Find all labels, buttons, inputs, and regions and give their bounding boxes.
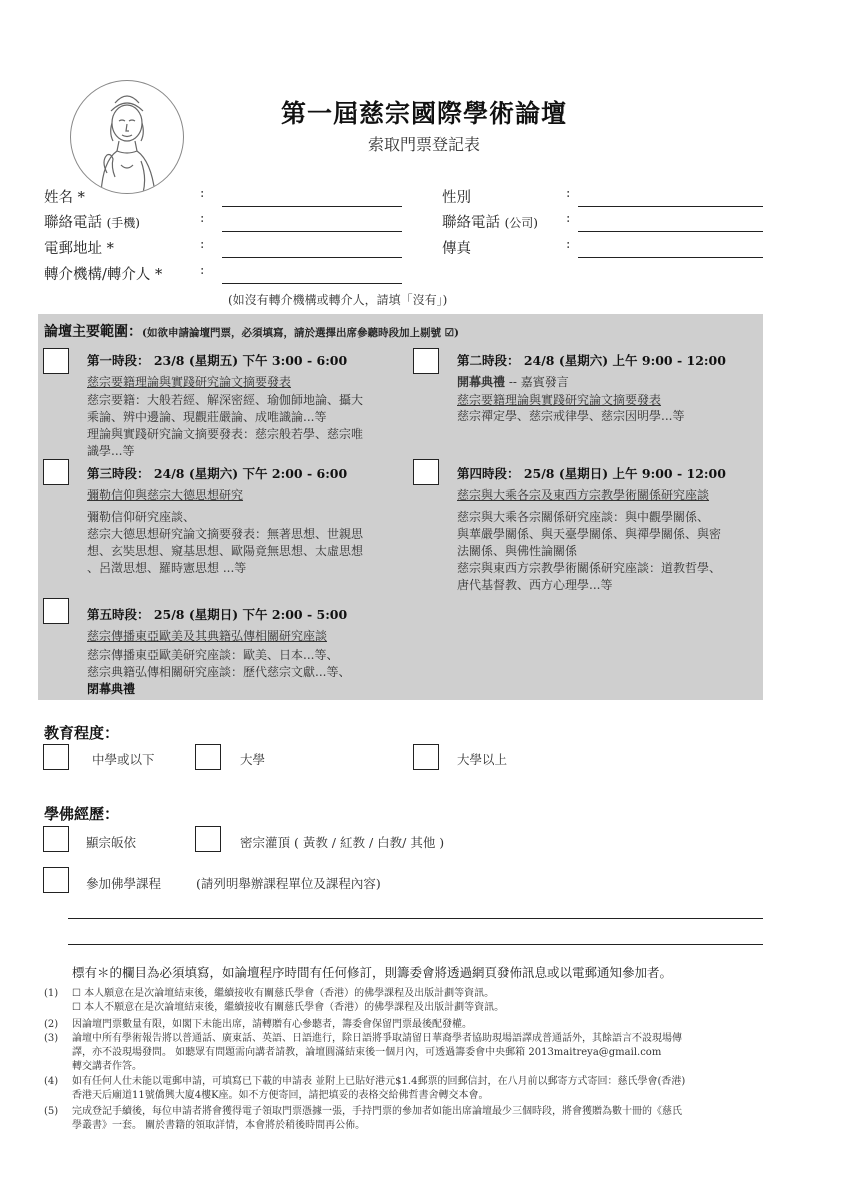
refuge-label: 顯宗皈依: [86, 835, 137, 850]
note-3-line: 譯，亦不設現場發問。 如聽眾有問題需向講者請教，論壇圓滿結束後一個月內，可透過籌委會中央郵箱 2013maitreya@gmail.com: [72, 1047, 662, 1058]
office-phone-label-text: 聯絡電話: [442, 215, 500, 231]
session-1-line: 乘論、辨中邊論、現觀莊嚴論、成唯識論...等: [87, 410, 327, 424]
mobile-phone-field[interactable]: [222, 231, 402, 232]
note-3-line: 論壇中所有學術報告將以普通話、廣東話、英語、日語進行，除日語將爭取請留日華裔學者協助現場語譯成普通話外，其餘語言不設現場傳: [72, 1033, 682, 1044]
session-1-topic: 慈宗要籍理論與實踐研究論文摘要發表: [87, 375, 292, 389]
note-number: (2): [44, 1019, 59, 1030]
gender-field[interactable]: [578, 206, 763, 207]
forum-heading-note: (如欲申請論壇門票，必須填寫，請於選擇出席參聽時段加上剔號 ☑): [142, 327, 460, 339]
course-detail-line-1[interactable]: [68, 918, 763, 919]
referral-note: (如沒有轉介機構或轉介人，請填「沒有」): [228, 293, 448, 307]
required-fields-note: 標有＊的欄目為必須填寫，如論壇程序時間有任何修訂，則籌委會將透過網頁發佈訊息或以電郵通知參加者。: [72, 965, 673, 980]
education-secondary-checkbox[interactable]: [43, 744, 69, 770]
session-5-details: [87, 647, 417, 698]
session-1-checkbox[interactable]: [43, 348, 69, 374]
session-2-checkbox[interactable]: [413, 348, 439, 374]
note-number: (5): [44, 1106, 59, 1117]
session-4-line: 慈宗與大乘各宗關係研究座談：與中觀學關係、: [457, 510, 710, 524]
note-number: (3): [44, 1033, 59, 1044]
session-4-topic: 慈宗與大乘各宗及東西方宗教學術關係研究座談: [457, 488, 710, 502]
session-1-line: 慈宗要籍：大般若經、解深密經、瑜伽師地論、攝大: [87, 393, 364, 407]
fax-field[interactable]: [578, 257, 763, 258]
note-4-line: 香港天后廟道11號僑興大廈4樓K座。如不方便寄回，請把填妥的表格交給佛哲書舍轉交本會。: [72, 1090, 489, 1101]
course-note: (請列明舉辦課程單位及課程內容): [196, 876, 381, 891]
closing-ceremony-label: 閉幕典禮: [87, 682, 136, 696]
session-4-line: 法關係、與佛性論關係: [457, 544, 578, 558]
office-phone-colon: :: [566, 211, 571, 226]
forum-heading-text: 論壇主要範圍：: [44, 324, 142, 340]
session-2-line: 慈宗禪定學、慈宗戒律學、慈宗因明學...等: [457, 409, 685, 423]
session-3-title: 第三時段： 24/8 (星期六) 下午 2:00 - 6:00: [87, 466, 348, 481]
note-4-line: 如有任何人仕未能以電郵申請，可填寫已下載的申請表 並附上已貼好港元$1.4郵票的回郵信封，在八月前以郵寄方式寄回：慈氏學會(香港): [72, 1076, 686, 1087]
session-1-details: [87, 392, 407, 460]
note-5-line: 學叢書》一套。 關於書籍的領取詳情，本會將於稍後時間再公佈。: [72, 1120, 366, 1131]
session-3-line: 彌勒信仰研究座談、: [87, 510, 196, 524]
office-phone-field[interactable]: [578, 231, 763, 232]
opening-ceremony-label: 開幕典禮: [457, 375, 506, 389]
buddhism-heading: 學佛經歷：: [44, 805, 120, 823]
note-2-line: 因論壇門票數量有限，如閣下未能出席，請轉贈有心參聽者，籌委會保留門票最後配發權。: [72, 1019, 472, 1030]
session-1-title: 第一時段： 23/8 (星期五) 下午 3:00 - 6:00: [87, 353, 348, 368]
education-secondary-label: 中學或以下: [92, 752, 155, 767]
opening-ceremony-rest: -- 嘉賓發言: [505, 375, 569, 389]
session-5-checkbox[interactable]: [43, 598, 69, 624]
session-5-topic: 慈宗傳播東亞歐美及其典籍弘傳相關研究座談: [87, 629, 328, 643]
session-2-details: [457, 408, 757, 425]
page-subtitle: 索取門票登記表: [367, 135, 480, 154]
mobile-phone-label: [44, 211, 140, 232]
empowerment-label: 密宗灌頂 ( 黃教 / 紅教 / 白教/ 其他 ): [240, 835, 445, 850]
referral-colon: :: [200, 263, 205, 278]
session-4-line: 慈宗與東西方宗教學術關係研究座談：道教哲學、: [457, 561, 722, 575]
note-5-line: 完成登記手續後，每位申請者將會獲得電子領取門票憑據一張，手持門票的參加者如能出席論壇最少三個時段，將會獲贈為數十冊的《慈氏: [72, 1106, 682, 1117]
mobile-phone-colon: :: [200, 211, 205, 226]
session-3-checkbox[interactable]: [43, 459, 69, 485]
note-number: (1): [44, 988, 59, 999]
session-4-details: [457, 509, 757, 594]
education-postgraduate-checkbox[interactable]: [413, 744, 439, 770]
session-3-line: 想、玄奘思想、窺基思想、歐陽竟無思想、太虛思想: [87, 544, 364, 558]
refuge-checkbox[interactable]: [43, 826, 69, 852]
session-2-topic: 慈宗要籍理論與實踐研究論文摘要發表: [457, 393, 662, 407]
gender-label: 性別: [442, 190, 471, 206]
session-1-line: 理論與實踐研究論文摘要發表：慈宗般若學、慈宗唯: [87, 427, 364, 441]
session-3-line: 慈宗大德思想研究論文摘要發表：無著思想、世親思: [87, 527, 364, 541]
note-5: [72, 1105, 762, 1133]
course-detail-line-2[interactable]: [68, 944, 763, 945]
session-5-title: 第五時段： 25/8 (星期日) 下午 2:00 - 5:00: [87, 607, 348, 622]
office-phone-label: [442, 211, 538, 232]
course-checkbox[interactable]: [43, 867, 69, 893]
email-field[interactable]: [222, 257, 402, 258]
mobile-phone-suffix: (手機): [106, 216, 140, 230]
session-3-line: 、呂澂思想、羅時憲思想 ...等: [87, 561, 247, 575]
note-1: [72, 987, 762, 1015]
session-5-line: 慈宗傳播東亞歐美研究座談：歐美、日本...等、: [87, 648, 339, 662]
mobile-phone-label-text: 聯絡電話: [44, 215, 102, 231]
page-title: 第一屆慈宗國際學術論壇: [280, 99, 567, 128]
session-4-line: 與華嚴學關係、與天臺學關係、與禪學關係、與密: [457, 527, 722, 541]
note-3: [72, 1032, 762, 1074]
course-label: 參加佛學課程: [86, 876, 162, 891]
empowerment-checkbox[interactable]: [195, 826, 221, 852]
note-2: [72, 1018, 762, 1032]
note-3-line: 轉交講者作答。: [72, 1061, 142, 1072]
email-colon: :: [200, 237, 205, 252]
fax-colon: :: [566, 237, 571, 252]
session-3-details: [87, 509, 407, 577]
note-number: (4): [44, 1076, 59, 1087]
note-1-line: ☐ 本人願意在是次論壇結束後，繼續接收有關慈氏學會（香港）的佛學課程及出版計劃等資訊。: [72, 988, 495, 999]
session-2-opening: [457, 373, 569, 390]
session-1-line: 識學...等: [87, 444, 135, 458]
education-postgraduate-label: 大學以上: [457, 752, 508, 767]
education-university-checkbox[interactable]: [195, 744, 221, 770]
session-4-line: 唐代基督教、西方心理學...等: [457, 578, 613, 592]
name-label: 姓名 *: [44, 190, 85, 206]
forum-heading: [44, 321, 459, 341]
fax-label: 傳真: [442, 241, 471, 257]
session-3-topic: 彌勒信仰與慈宗大德思想研究: [87, 488, 244, 502]
note-4: [72, 1075, 762, 1103]
gender-colon: :: [566, 186, 571, 201]
email-label: 電郵地址 *: [44, 241, 114, 257]
office-phone-suffix: (公司): [504, 216, 538, 230]
session-2-title: 第二時段： 24/8 (星期六) 上午 9:00 - 12:00: [457, 353, 726, 368]
education-heading: 教育程度：: [44, 724, 120, 742]
session-5-line: 慈宗典籍弘傳相關研究座談：歷代慈宗文獻...等、: [87, 665, 351, 679]
referral-label: 轉介機構/轉介人 *: [44, 267, 163, 283]
name-colon: :: [200, 186, 205, 201]
session-4-title: 第四時段： 25/8 (星期日) 上午 9:00 - 12:00: [457, 466, 726, 481]
education-university-label: 大學: [240, 752, 266, 767]
referral-field[interactable]: [222, 283, 402, 284]
session-4-checkbox[interactable]: [413, 459, 439, 485]
name-field[interactable]: [222, 206, 402, 207]
note-1-line: ☐ 本人不願意在是次論壇結束後，繼續接收有關慈氏學會（香港）的佛學課程及出版計劃等資訊。: [72, 1002, 505, 1013]
